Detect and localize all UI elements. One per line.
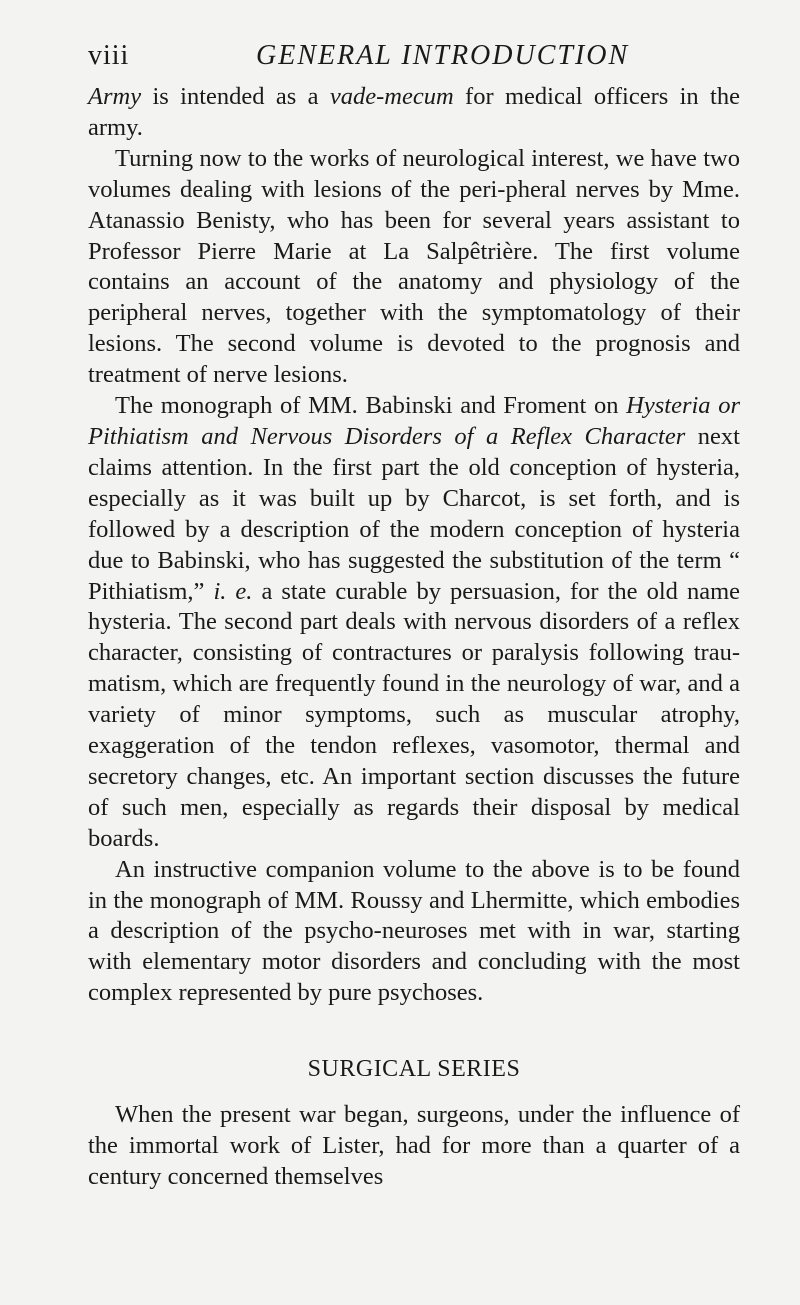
section-paragraph-1 [88,1100,740,1193]
paragraph-4 [88,855,740,1010]
italic-book-title: Hysteria or Pithiatism and Nervous Disorders of a Reflex Character [88,392,740,450]
paragraph-1-text-a: is intended as a [141,83,330,110]
italic-army: Army [88,83,142,110]
page-number: viii [88,40,130,71]
paragraph-3-text-b: next claims attention. In the first part the old conception of hysteria, especially as it was built up by Charcot, is set forth, and is followed by a description of the modern conception of hysteria due to Babinski, who has suggested the substitution of the term “ Pithiatism,” [88,422,740,605]
paragraph-4-text: An instructive companion volume to the above is to be found in the monograph of MM. Roussy and Lhermitte, which embodies a description of the psycho-neuroses met with in war, starting with elementary motor disorders and concluding with the most complex represented by pure psychoses. [88,855,740,1007]
section-paragraph-1-text: When the present war began, surgeons, under the influence of the immortal work of Lister, had for more than a quarter of a century concerned themselves [88,1101,740,1190]
paragraph-3 [88,391,740,855]
running-title: GENERAL INTRODUCTION [256,40,630,71]
paragraph-3-text-a: The monograph of MM. Babinski and Froment on [115,392,627,420]
paragraph-3-text-c: a state curable by persuasion, for the old name hysteria. The second part deals with nervous disorders of a reflex character, consisting of contractures or paralysis following trau-matism, which are frequently found in the neurology of war, and a variety of minor symptoms, such as muscular atrophy, exaggeration of the tendon reflexes, vasomotor, thermal and secretory changes, etc. An important section discusses the future of such men, especially as regards their disposal by medical boards. [88,577,740,852]
paragraph-1 [88,82,740,144]
running-head [88,36,738,76]
paragraph-2-text: Turning now to the works of neurological interest, we have two volumes dealing with lesions of the peri-pheral nerves by Mme. Atanassio Benisty, who has been for several years assistant to Professor Pierre Marie at La Salpêtrière. The first volume contains an account of the anatomy and physiology of the peripheral nerves, together with the symptomatology of their lesions. The second volume is devoted to the prognosis and treatment of nerve lesions. [88,144,740,389]
section-heading: SURGICAL SERIES [307,1056,521,1083]
paragraph-1-text-b: for medical officers in the army. [88,83,740,141]
italic-ie: i. e. [213,577,253,605]
paragraph-2 [88,144,740,391]
italic-vade-mecum: vade-mecum [329,83,454,110]
body-text [88,82,740,1193]
